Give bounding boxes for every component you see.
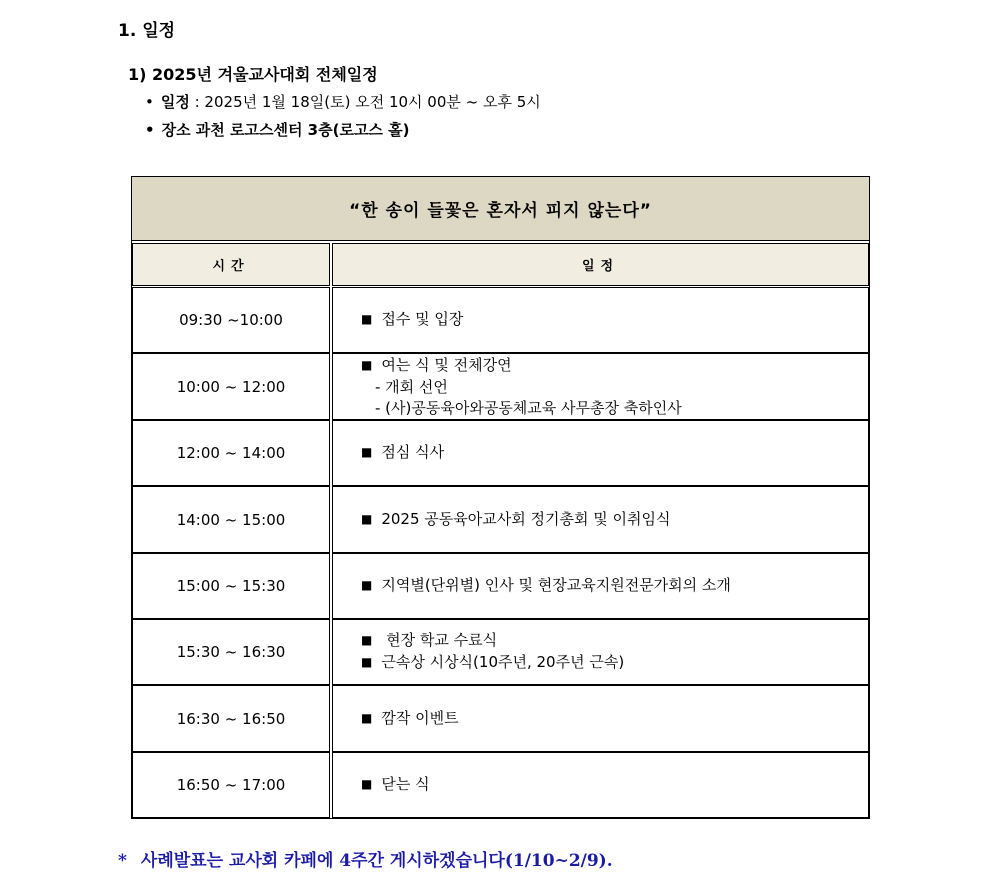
event-item-text: 근속상 시상식(10주년, 20주년 근속) — [381, 653, 625, 671]
note-text: 사례발표는 교사회 카페에 4주간 게시하겠습니다(1/10~2/9). — [140, 851, 613, 871]
event-item — [361, 442, 868, 464]
square-bullet-icon: ■ — [361, 777, 373, 791]
event-cell — [332, 553, 869, 619]
event-cell — [332, 287, 869, 353]
square-bullet-icon: ■ — [361, 445, 373, 459]
time-cell: 12:00 ~ 14:00 — [132, 420, 330, 486]
event-cell — [332, 486, 869, 553]
table-banner: “한 송이 들꽃은 혼자서 피지 않는다” — [132, 177, 869, 241]
time-cell: 16:50 ~ 17:00 — [132, 752, 330, 818]
bullet-dot: • — [145, 93, 154, 111]
event-item-text: 점심 식사 — [381, 443, 445, 461]
square-bullet-icon: ■ — [361, 312, 373, 326]
time-cell: 09:30 ~10:00 — [132, 287, 330, 353]
detail-location — [145, 119, 410, 140]
time-cell: 15:00 ~ 15:30 — [132, 553, 330, 619]
header-schedule: 일정 — [332, 243, 869, 286]
footnote — [118, 846, 613, 871]
event-cell — [332, 619, 869, 685]
event-item — [361, 509, 868, 531]
time-cell: 15:30 ~ 16:30 — [132, 619, 330, 685]
event-item — [361, 630, 868, 652]
detail-date-text: : 2025년 1월 18일(토) 오전 10시 00분 ~ 오후 5시 — [189, 93, 541, 111]
detail-location-text: 장소 과천 로고스센터 3층(로고스 홀) — [161, 121, 410, 139]
square-bullet-icon: ■ — [361, 633, 373, 647]
note-star: * — [118, 851, 127, 871]
section-title: 1. 일정 — [118, 21, 176, 41]
square-bullet-icon: ■ — [361, 578, 373, 592]
event-item-text: 깜작 이벤트 — [381, 708, 459, 727]
detail-date — [145, 91, 541, 112]
time-cell: 16:30 ~ 16:50 — [132, 685, 330, 752]
subsection-title: 1) 2025년 겨울교사대회 전체일정 — [128, 65, 378, 84]
detail-date-label: 일정 — [160, 93, 190, 111]
header-time: 시간 — [132, 243, 330, 286]
event-item-text: 여는 식 및 전체강연 — [381, 355, 512, 374]
event-item — [361, 355, 868, 377]
square-bullet-icon: ■ — [361, 655, 373, 669]
event-item — [361, 309, 868, 331]
event-item — [361, 774, 868, 796]
event-item-text: 닫는 식 — [381, 775, 430, 793]
event-item-text: 지역별(단위별) 인사 및 현장교육지원전문가회의 소개 — [381, 576, 731, 594]
event-item-text: 2025 공동육아교사회 정기총회 및 이취임식 — [381, 509, 671, 528]
event-sub-item: - (사)공동육아와공동체교육 사무총장 축하인사 — [375, 398, 682, 417]
event-cell — [332, 752, 869, 818]
bullet-dot: • — [145, 121, 155, 139]
square-bullet-icon: ■ — [361, 357, 373, 372]
event-item-text: 접수 및 입장 — [381, 310, 464, 328]
event-cell — [332, 353, 869, 420]
schedule-table — [131, 176, 870, 819]
event-cell — [332, 420, 869, 486]
event-cell — [332, 685, 869, 752]
square-bullet-icon: ■ — [361, 511, 373, 526]
square-bullet-icon: ■ — [361, 710, 373, 725]
time-cell: 14:00 ~ 15:00 — [132, 486, 330, 553]
event-item — [361, 575, 868, 597]
time-cell: 10:00 ~ 12:00 — [132, 353, 330, 420]
event-item-text: 현장 학교 수료식 — [381, 631, 498, 649]
event-item — [361, 652, 868, 674]
event-item — [361, 708, 868, 730]
event-sub-item: - 개회 선언 — [375, 377, 448, 396]
